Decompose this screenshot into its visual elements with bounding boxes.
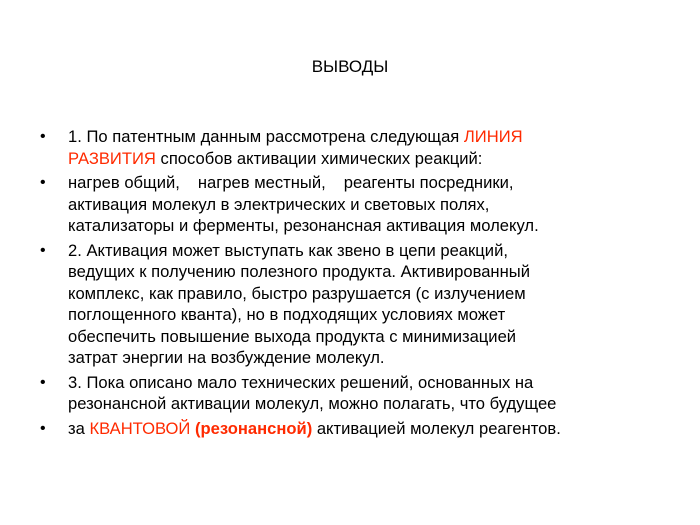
bullet-item-1 xyxy=(40,126,670,169)
highlight-kvantovoy: КВАНТОВОЙ xyxy=(89,418,191,438)
method-general-heating: нагрев общий, xyxy=(68,173,180,192)
bullet-1-line-2 xyxy=(68,148,670,170)
bullet-3-line-5: обеспечить повышение выхода продукта с минимизацией xyxy=(68,326,517,346)
bullet-dot-icon: • xyxy=(40,241,46,259)
bullet-dot-icon: • xyxy=(40,128,46,145)
bullet-dot-icon: • xyxy=(40,419,46,437)
method-mediator-reagents: реагенты посредники, xyxy=(343,173,514,192)
bullet-2-line-1 xyxy=(68,172,670,194)
bullet-5-line-1 xyxy=(68,418,670,440)
bullet-item-3 xyxy=(40,240,670,369)
bullet-item-2 xyxy=(40,172,670,237)
bullet-4-line-2: резонансной активации молекул, можно полагать, что будущее xyxy=(68,394,557,413)
bullet-3-line-3: комплекс, как правило, быстро разрушается (с излучением xyxy=(68,283,526,303)
bullet-5-text-cont: активацией молекул реагентов. xyxy=(312,418,561,438)
bullet-dot-icon: • xyxy=(40,174,46,191)
bullet-dot-icon: • xyxy=(40,373,46,391)
bullet-5-text: за xyxy=(68,418,90,438)
bullet-1-line-1 xyxy=(68,126,670,148)
bullet-4-line-1: 3. Пока описано мало технических решений, основанных на xyxy=(68,372,534,392)
method-local-heating: нагрев местный, xyxy=(197,173,326,192)
bullet-1-text: 1. По патентным данным рассмотрена следующая xyxy=(68,127,464,146)
highlight-liniya: ЛИНИЯ xyxy=(463,127,523,146)
bullet-2-line-2: активация молекул в электрических и световых полях, xyxy=(68,194,490,214)
slide-title: ВЫВОДЫ xyxy=(311,57,389,76)
highlight-razvitiya: РАЗВИТИЯ xyxy=(68,148,156,168)
bullet-list xyxy=(40,126,670,442)
highlight-rezonansnoy: (резонансной) xyxy=(194,418,313,438)
bullet-3-line-6: затрат энергии на возбуждение молекул. xyxy=(68,348,385,367)
bullet-3-line-2: ведущих к получению полезного продукта. Активированный xyxy=(68,262,530,281)
bullet-item-5 xyxy=(40,418,670,440)
bullet-3-line-1: 2. Активация может выступать как звено в цепи реакций, xyxy=(68,240,508,260)
bullet-2-line-3: катализаторы и ферменты, резонансная активация молекул. xyxy=(68,216,539,235)
bullet-1-text-cont: способов активации химических реакций: xyxy=(155,148,483,168)
bullet-3-line-4: поглощенного кванта), но в подходящих условиях может xyxy=(68,305,506,324)
bullet-item-4 xyxy=(40,372,670,415)
